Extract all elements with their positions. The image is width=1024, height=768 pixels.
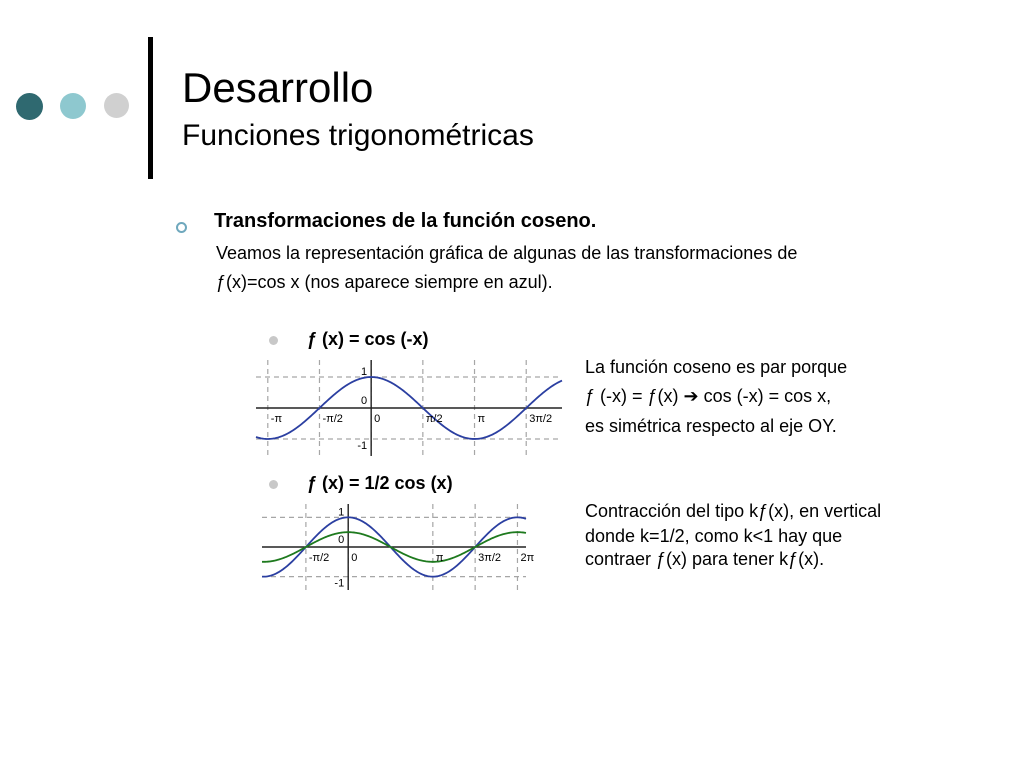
slide-subtitle: Funciones trigonométricas	[182, 119, 534, 152]
bullet-dot-icon	[269, 480, 278, 489]
note-1-line-3: es simétrica respecto al eje OY.	[585, 416, 837, 436]
y-tick-label: -1	[357, 439, 368, 452]
x-tick-label: 0	[374, 413, 381, 425]
formula-1: ƒ (x) = cos (-x)	[307, 329, 429, 349]
chart-half-cos-x	[262, 504, 535, 590]
formula-2: ƒ (x) = 1/2 cos (x)	[307, 473, 453, 493]
x-tick-label: -π/2	[308, 552, 330, 564]
decor-dot-medium	[60, 93, 86, 119]
x-tick-label: 3π/2	[478, 552, 502, 564]
y-tick-label: 0	[338, 534, 345, 546]
slide-title: Desarrollo	[182, 64, 374, 111]
section-heading: Transformaciones de la función coseno.	[214, 210, 597, 232]
intro-line-2: ƒ(x)=cos x (nos aparece siempre en azul).	[216, 272, 553, 292]
x-tick-label: 2π	[520, 552, 535, 564]
bullet-dot-icon	[269, 336, 278, 345]
bullet-ring-icon	[176, 222, 187, 233]
note-2-line-1: Contracción del tipo kƒ(x), en vertical	[585, 501, 882, 521]
chart-cos-neg-x	[256, 360, 562, 456]
y-tick-label: 1	[361, 366, 368, 379]
note-2-line-3: contraer ƒ(x) para tener kƒ(x).	[585, 549, 825, 569]
decor-dot-dark	[16, 93, 43, 120]
x-tick-label: π	[435, 552, 444, 564]
x-tick-label: π	[477, 413, 486, 425]
y-tick-label: 0	[361, 395, 368, 407]
note-1-line-1: La función coseno es par porque	[585, 357, 848, 377]
x-tick-label: -π	[270, 413, 283, 425]
intro-line-1: Veamos la representación gráfica de algunas de las transformaciones de	[216, 243, 798, 263]
note-2-line-2: donde k=1/2, como k<1 hay que	[585, 526, 843, 546]
y-tick-label: -1	[334, 577, 345, 590]
decor-dot-light	[104, 93, 129, 118]
x-tick-label: π/2	[425, 413, 443, 425]
note-1-line-2: ƒ (-x) = ƒ(x) ➔ cos (-x) = cos x,	[585, 386, 832, 406]
y-tick-label: 1	[338, 506, 345, 519]
x-tick-label: -π/2	[322, 413, 343, 425]
title-divider	[148, 37, 153, 179]
x-tick-label: 0	[351, 552, 358, 564]
x-tick-label: 3π/2	[529, 413, 553, 425]
